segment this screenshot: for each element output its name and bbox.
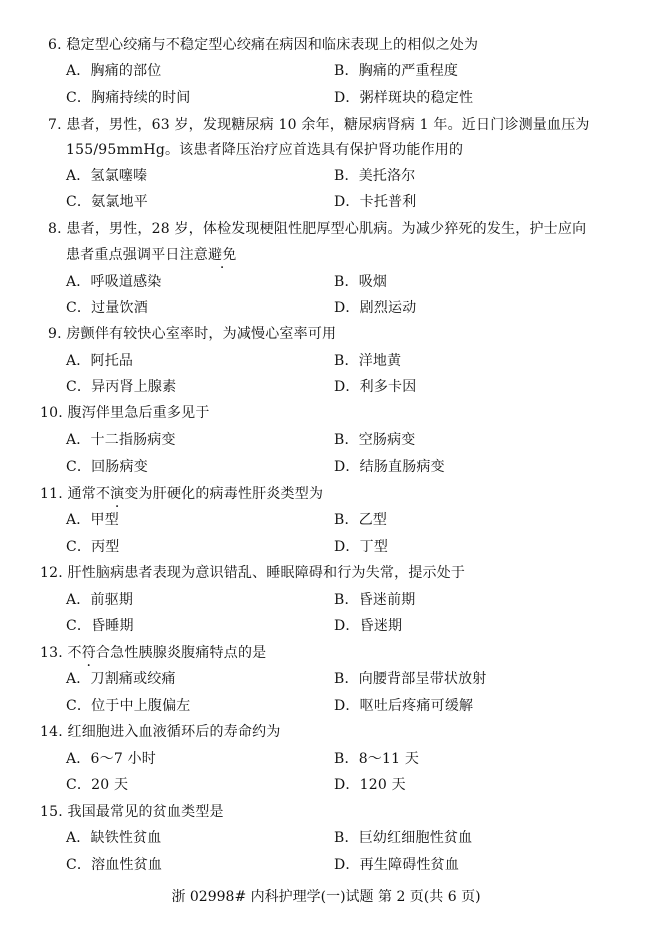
question-8-option-a: A．呼吸道感染 [66,274,162,290]
question-14-option-d: D．120 天 [334,777,406,793]
question-8-stem-line2 [66,246,236,264]
question-6-option-b: B．胸痛的严重程度 [334,63,459,79]
question-12-option-b: B．昏迷前期 [334,592,416,608]
question-7-stem [48,116,590,134]
question-7-option-a: A．氢氯噻嗪 [66,168,148,184]
question-number: 13. [40,645,63,661]
question-number: 10. [40,405,63,421]
question-15-option-d: D．再生障碍性贫血 [334,857,460,873]
question-6-stem [48,36,478,54]
question-6-option-d: D．粥样斑块的稳定性 [334,90,474,106]
question-12-option-d: D．昏迷期 [334,618,403,634]
question-14-option-a: A．6～7 小时 [66,751,156,767]
question-11-stem [40,485,323,503]
question-7-option-c: C．氨氯地平 [66,194,148,210]
question-13-option-a: A．刀割痛或绞痛 [66,671,176,687]
question-12-option-a: A．前驱期 [66,592,134,608]
question-text: 患者，男性，63 岁，发现糖尿病 10 余年，糖尿病肾病 1 年。近日门诊测量血压为 [66,117,590,133]
question-13-option-b: B．向腰背部呈带状放射 [334,671,487,687]
question-11-option-b: B．乙型 [334,512,388,528]
question-10-option-a: A．十二指肠病变 [66,432,176,448]
question-10-option-c: C．回肠病变 [66,459,148,475]
question-9-option-b: B．洋地黄 [334,353,402,369]
emphasized-text: 不符合 [67,645,111,661]
question-10-option-b: B．空肠病变 [334,432,416,448]
question-14-option-c: C．20 天 [66,777,129,793]
question-number: 11. [40,486,63,502]
question-number: 12. [40,565,63,581]
question-text: 腹泻伴里急后重多见于 [67,405,210,421]
question-7-stem-line2: 155/95mmHg。该患者降压治疗应首选具有保护肾功能作用的 [66,142,464,158]
question-9-option-a: A．阿托品 [66,353,134,369]
question-number: 6. [48,37,62,53]
question-text: 房颤伴有较快心室率时，为减慢心室率可用 [66,326,337,342]
question-9-option-c: C．异丙肾上腺素 [66,379,177,395]
question-6-option-a: A．胸痛的部位 [66,63,162,79]
question-7-option-d: D．卡托普利 [334,194,417,210]
question-text: 急性胰腺炎腹痛特点的是 [110,645,267,661]
question-8-option-c: C．过量饮酒 [66,300,148,316]
question-12-option-c: C．昏睡期 [66,618,134,634]
question-10-stem [40,404,210,422]
question-8-stem [48,220,586,238]
question-text: 通常 [67,486,96,502]
question-number: 9. [48,326,62,342]
question-text: 红细胞进入血液循环后的寿命约为 [67,724,281,740]
question-number: 8. [48,221,62,237]
question-15-stem [40,803,224,821]
question-15-option-b: B．巨幼红细胞性贫血 [334,830,473,846]
question-12-stem [40,564,465,582]
question-text: 肝性脑病患者表现为意识错乱、睡眠障碍和行为失常，提示处于 [67,565,466,581]
question-text: 稳定型心绞痛与不稳定型心绞痛在病因和临床表现上的相似之处为 [66,37,479,53]
question-8-option-d: D．剧烈运动 [334,300,417,316]
page-footer: 浙 02998# 内科护理学(一)试题 第 2 页(共 6 页) [171,889,481,905]
question-8-option-b: B．吸烟 [334,274,388,290]
question-number: 14. [40,724,63,740]
emphasized-text: 不演变 [95,486,139,502]
question-14-stem [40,723,281,741]
question-15-option-a: A．缺铁性贫血 [66,830,162,846]
question-11-option-a: A．甲型 [66,512,119,528]
question-14-option-b: B．8～11 天 [334,751,420,767]
question-number: 15. [40,804,63,820]
question-11-option-c: C．丙型 [66,539,120,555]
question-7-option-b: B．美托洛尔 [334,168,416,184]
question-text: 为肝硬化的病毒性肝炎类型为 [138,486,324,502]
question-13-option-c: C．位于中上腹偏左 [66,698,191,714]
question-11-option-d: D．丁型 [334,539,389,555]
question-9-stem [48,325,336,343]
emphasized-text: 避免 [208,247,237,263]
question-text: 患者，男性，28 岁，体检发现梗阻性肥厚型心肌病。为减少猝死的发生，护士应向 [66,221,587,237]
question-15-option-c: C．溶血性贫血 [66,857,163,873]
stem-text: 患者重点强调平日注意 [66,247,208,263]
question-10-option-d: D．结肠直肠病变 [334,459,445,475]
question-13-option-d: D．呕吐后疼痛可缓解 [334,698,474,714]
question-9-option-d: D．利多卡因 [334,379,417,395]
question-6-option-c: C．胸痛持续的时间 [66,90,191,106]
question-number: 7. [48,117,62,133]
question-13-stem [40,644,266,662]
question-text: 我国最常见的贫血类型是 [67,804,224,820]
